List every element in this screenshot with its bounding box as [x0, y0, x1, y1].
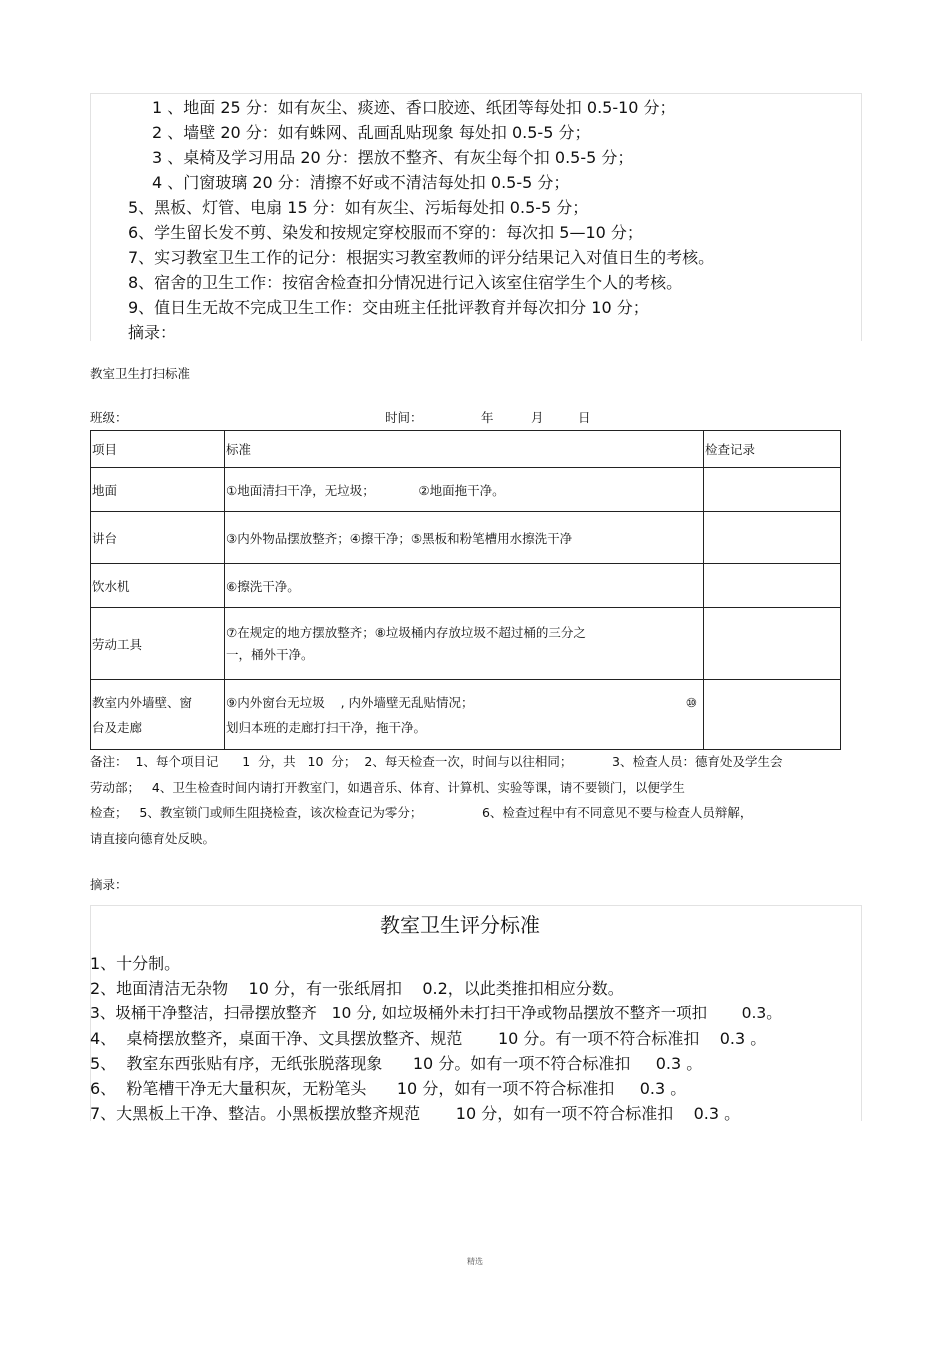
time-label: 时间： [385, 410, 423, 425]
row-standard: ①地面清扫干净，无垃圾； ②地面拖干净。 [225, 468, 704, 512]
row-item-line2: 台及走廊 [92, 719, 143, 735]
score-item-3: 3、圾桶干净整洁，扫帚摆放整齐 10 分, 如垃圾桶外未打扫干净或物品摆放不整齐一项扣 0.3。 [90, 1004, 782, 1022]
row-standard-mark: ⑩ [685, 694, 697, 710]
row-item [91, 680, 225, 750]
row-item-line1: 教室内外墙壁、窗 [92, 694, 193, 710]
row-item: 讲台 [91, 512, 225, 564]
row-standard-line1: ⑨内外窗台无垃圾 , 内外墙壁无乱贴情况； [226, 694, 474, 710]
class-label: 班级： [90, 410, 128, 425]
rule-6: 6、学生留长发不剪、染发和按规定穿校服而不穿的：每次扣 5—10 分； [128, 223, 643, 242]
row-record [704, 608, 841, 680]
rule-7: 7、实习教室卫生工作的记分：根据实习教室教师的评分结果记入对值日生的考核。 [128, 248, 715, 267]
row-standard [225, 680, 704, 750]
rule-5: 5、黑板、灯管、电扇 15 分：如有灰尘、污垢每处扣 0.5-5 分； [128, 198, 589, 217]
row-record [704, 468, 841, 512]
row-standard-line2: 划归本班的走廊打扫干净，拖干净。 [226, 719, 427, 735]
excerpt-label: 摘录： [128, 323, 177, 342]
rule-4: 4 、门窗玻璃 20 分：清擦不好或不清洁每处扣 0.5-5 分； [152, 173, 570, 192]
header-item: 项目 [91, 431, 225, 468]
footer-label: 精选 [467, 1257, 483, 1266]
score-item-5: 5、 教室东西张贴有序，无纸张脱落现象 10 分。如有一项不符合标准扣 0.3 。 [90, 1054, 703, 1073]
section-title: 教室卫生打扫标准 [90, 366, 191, 381]
score-item-1: 1、十分制。 [90, 954, 181, 973]
row-record [704, 564, 841, 608]
note-line-4: 请直接向德育处反映。 [90, 831, 216, 846]
header-record: 检查记录 [704, 431, 841, 468]
score-item-7: 7、大黑板上干净、整洁。小黑板摆放整齐规范 10 分，如有一项不符合标准扣 0.3 。 [90, 1104, 741, 1123]
row-standard: ③内外物品摆放整齐；④擦干净；⑤黑板和粉笔槽用水擦洗干净 [225, 512, 704, 564]
header-standard: 标准 [225, 431, 704, 468]
standards-table [90, 430, 841, 750]
row-record [704, 680, 841, 750]
score-item-2: 2、地面清洁无杂物 10 分，有一张纸屑扣 0.2，以此类推扣相应分数。 [90, 979, 624, 998]
rule-3: 3 、桌椅及学习用品 20 分：摆放不整齐、有灰尘每个扣 0.5-5 分； [152, 148, 634, 167]
row-standard: ⑥擦洗干净。 [225, 564, 704, 608]
note-line-1: 备注： 1、每个项目记 1 分，共 10 分； 2、每天检查一次，时间与以往相同； 3、检查人员：德育处及学生会 [90, 754, 783, 769]
year-label: 年 [481, 410, 494, 425]
rule-1: 1 、地面 25 分：如有灰尘、痰迹、香口胶迹、纸团等每处扣 0.5-10 分； [152, 98, 676, 117]
row-item: 饮水机 [91, 564, 225, 608]
row-record [704, 512, 841, 564]
note-line-3: 检查； 5、教室锁门或师生阻挠检查，该次检查记为零分； 6、检查过程中有不同意见不要与检查人员辩解， [90, 805, 753, 820]
row-standard-line1: ⑦在规定的地方摆放整齐；⑧垃圾桶内存放垃圾不超过桶的三分之 [226, 624, 586, 640]
month-label: 月 [531, 410, 544, 425]
rule-2: 2 、墙壁 20 分：如有蛛网、乱画乱贴现象 每处扣 0.5-5 分； [152, 123, 591, 142]
row-item: 劳动工具 [91, 608, 225, 680]
rule-9: 9、值日生无故不完成卫生工作：交由班主任批评教育并每次扣分 10 分； [128, 298, 649, 317]
row-standard [225, 608, 704, 680]
score-item-6: 6、 粉笔槽干净无大量积灰，无粉笔头 10 分，如有一项不符合标准扣 0.3 。 [90, 1079, 687, 1098]
rule-8: 8、宿舍的卫生工作：按宿舍检查扣分情况进行记入该室住宿学生个人的考核。 [128, 273, 683, 292]
note-line-2: 劳动部； 4、卫生检查时间内请打开教室门，如遇音乐、体育、计算机、实验等课，请不要锁门，以便学生 [90, 780, 685, 795]
row-standard-line2: 一，桶外干净。 [226, 646, 314, 662]
row-item: 地面 [91, 468, 225, 512]
day-label: 日 [578, 410, 591, 425]
excerpt-label-2: 摘录： [90, 877, 128, 892]
score-title: 教室卫生评分标准 [380, 913, 540, 937]
score-item-4: 4、 桌椅摆放整齐，桌面干净、文具摆放整齐、规范 10 分。有一项不符合标准扣 0.3 。 [90, 1029, 767, 1048]
